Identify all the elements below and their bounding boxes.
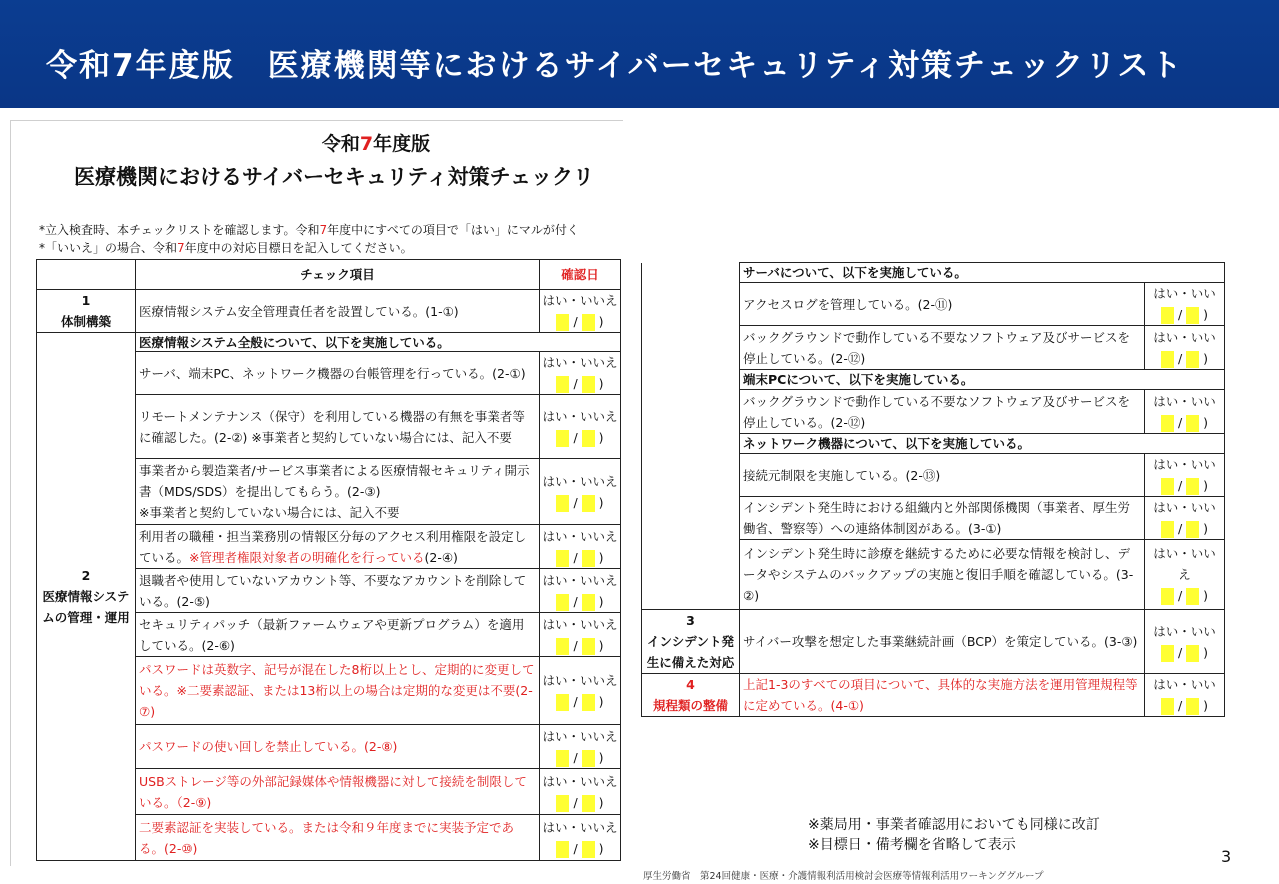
category-1: 1 体制構築 [37, 290, 136, 333]
doc-subtitle: 医療機関におけるサイバーセキュリティ対策チェックリ [74, 165, 594, 189]
target-date-field[interactable] [582, 430, 595, 447]
answer-cell[interactable]: はい・いいえ / ) [540, 815, 621, 861]
answer-cell[interactable]: はい・いい / ) [1145, 283, 1225, 326]
target-date-field[interactable] [582, 795, 595, 812]
table-row [642, 263, 1225, 283]
revision-notes [808, 815, 1100, 855]
target-date-field[interactable] [1161, 645, 1174, 662]
section-heading-network: ネットワーク機器について、以下を実施している。 [740, 434, 1225, 454]
target-date-field[interactable] [556, 638, 569, 655]
target-date-field[interactable] [1161, 588, 1174, 605]
target-date-field[interactable] [556, 795, 569, 812]
target-date-field[interactable] [1186, 478, 1199, 495]
check-item-2-7: パスワードは英数字、記号が混在した8桁以上とし、定期的に変更している。※二要素認証、または13桁以上の場合は定期的な変更は不要(2-⑦) [136, 657, 540, 725]
answer-cell[interactable]: はい・いい / ) [1145, 326, 1225, 370]
check-item-2-12-pc: バックグラウンドで動作している不要なソフトウェア及びサービスを停止している。(2-⑫) [740, 390, 1145, 434]
target-date-field[interactable] [556, 314, 569, 331]
answer-cell[interactable]: はい・いいえ / ) [540, 459, 621, 525]
header-category [37, 260, 136, 290]
check-item-3-2: インシデント発生時に診療を継続するために必要な情報を検討し、データやシステムのバックアップの実施と復旧手順を確認している。(3-②) [740, 540, 1145, 610]
target-date-field[interactable] [1186, 351, 1199, 368]
check-item-2-11: アクセスログを管理している。(2-⑪) [740, 283, 1145, 326]
doc-title: 令和7年度版 [321, 133, 431, 155]
target-date-field[interactable] [582, 694, 595, 711]
category-2: 2 医療情報システムの管理・運用 [37, 333, 136, 861]
check-item-2-3: 事業者から製造業者/サービス事業者による医療情報セキュリティ開示書（MDS/SDS）を提出してもらう。(2-③) ※事業者と契約していない場合には、記入不要 [136, 459, 540, 525]
target-date-field[interactable] [556, 495, 569, 512]
answer-cell[interactable]: はい・いいえ / ) [540, 352, 621, 395]
check-item-2-12-server: バックグラウンドで動作している不要なソフトウェア及びサービスを停止している。(2-⑫) [740, 326, 1145, 370]
target-date-field[interactable] [582, 841, 595, 858]
target-date-field[interactable] [1186, 307, 1199, 324]
answer-cell[interactable]: はい・いいえ / ) [540, 525, 621, 569]
check-item-3-3: サイバー攻撃を想定した事業継続計画（BCP）を策定している。(3-③) [740, 610, 1145, 674]
table-row [642, 610, 1225, 674]
instruction-note-1: *立入検査時、本チェックリストを確認します。令和7年度中にすべての項目で「はい」にマルが付く [39, 223, 579, 237]
checklist-document-left [10, 120, 623, 866]
target-date-field[interactable] [1186, 415, 1199, 432]
category-2-continued [642, 263, 740, 610]
target-date-field[interactable] [1161, 698, 1174, 715]
answer-cell[interactable]: はい・いい え / ) [1145, 540, 1225, 610]
answer-cell[interactable]: はい・いいえ / ) [540, 613, 621, 657]
check-item-2-13: 接続元制限を実施している。(2-⑬) [740, 454, 1145, 497]
target-date-field[interactable] [1161, 478, 1174, 495]
target-date-field[interactable] [1161, 521, 1174, 538]
page-number: 3 [1221, 847, 1232, 866]
target-date-field[interactable] [556, 750, 569, 767]
check-item-2-5: 退職者や使用していないアカウント等、不要なアカウントを削除している。(2-⑤) [136, 569, 540, 613]
answer-cell[interactable]: はい・いい / ) [1145, 674, 1225, 717]
target-date-field[interactable] [1186, 521, 1199, 538]
answer-cell[interactable]: はい・いい / ) [1145, 454, 1225, 497]
answer-cell[interactable]: はい・いい / ) [1145, 390, 1225, 434]
check-item-2-1: サーバ、端末PC、ネットワーク機器の台帳管理を行っている。(2-①) [136, 352, 540, 395]
banner-title: 令和7年度版 医療機関等におけるサイバーセキュリティ対策チェックリスト [46, 48, 1184, 84]
revision-note-1: ※薬局用・事業者確認用においても同様に改訂 [808, 817, 1100, 833]
check-item-2-10: 二要素認証を実装している。または令和９年度までに実装予定である。(2-⑩) [136, 815, 540, 861]
target-date-field[interactable] [582, 376, 595, 393]
target-date-field[interactable] [556, 841, 569, 858]
checklist-table-left [36, 259, 621, 861]
check-item-2-6: セキュリティパッチ（最新ファームウェアや更新プログラム）を適用している。(2-⑥) [136, 613, 540, 657]
answer-cell[interactable]: はい・いいえ / ) [540, 395, 621, 459]
target-date-field[interactable] [1161, 415, 1174, 432]
check-item-1-1: 医療情報システム安全管理責任者を設置している。(1-①) [136, 290, 540, 333]
section-heading-pc: 端末PCについて、以下を実施している。 [740, 370, 1225, 390]
target-date-field[interactable] [556, 430, 569, 447]
check-item-2-9: USBストレージ等の外部記録媒体や情報機器に対して接続を制限している。（2-⑨) [136, 769, 540, 815]
target-date-field[interactable] [1186, 698, 1199, 715]
answer-cell[interactable]: はい・いいえ / ) [540, 657, 621, 725]
target-date-field[interactable] [1161, 351, 1174, 368]
target-date-field[interactable] [556, 694, 569, 711]
revision-note-2: ※目標日・備考欄を省略して表示 [808, 837, 1016, 853]
target-date-field[interactable] [556, 594, 569, 611]
table-row [37, 333, 621, 352]
table-row [642, 674, 1225, 717]
target-date-field[interactable] [582, 594, 595, 611]
table-row [37, 290, 621, 333]
check-item-4-1: 上記1-3のすべての項目について、具体的な実施方法を運用管理規程等に定めている。(4-①) [740, 674, 1145, 717]
header-check-item: チェック項目 [136, 260, 540, 290]
target-date-field[interactable] [1161, 307, 1174, 324]
instruction-note-2: *「いいえ」の場合、令和7年度中の対応目標日を記入してください。 [39, 241, 413, 255]
answer-cell[interactable]: はい・いい / ) [1145, 610, 1225, 674]
section-heading-system: 医療情報システム全般について、以下を実施している。 [136, 333, 621, 352]
check-item-2-4: 利用者の職種・担当業務別の情報区分毎のアクセス利用権限を設定している。※管理者権限対象者の明確化を行っている(2-④) [136, 525, 540, 569]
table-header-row [37, 260, 621, 290]
category-4: 4 規程類の整備 [642, 674, 740, 717]
answer-cell[interactable]: はい・いいえ / ) [540, 569, 621, 613]
source-footer: 厚生労働省 第24回健康・医療・介護情報利活用検討会医療等情報利活用ワーキンググループ [643, 871, 1044, 882]
target-date-field[interactable] [582, 638, 595, 655]
answer-cell[interactable]: はい・いいえ / ) [540, 725, 621, 769]
section-heading-server: サーバについて、以下を実施している。 [740, 263, 1225, 283]
check-item-2-8: パスワードの使い回しを禁止している。(2-⑧) [136, 725, 540, 769]
target-date-field[interactable] [556, 376, 569, 393]
target-date-field[interactable] [1186, 645, 1199, 662]
answer-cell[interactable]: はい・いいえ / ) [540, 290, 621, 333]
category-3: 3 インシデント発生に備えた対応 [642, 610, 740, 674]
answer-cell[interactable]: はい・いい / ) [1145, 497, 1225, 540]
checklist-table-right [641, 262, 1225, 717]
check-item-3-1: インシデント発生時における組織内と外部関係機関（事業者、厚生労働省、警察等）への連絡体制図がある。(3-①) [740, 497, 1145, 540]
target-date-field[interactable] [582, 495, 595, 512]
answer-cell[interactable]: はい・いいえ / ) [540, 769, 621, 815]
target-date-field[interactable] [556, 550, 569, 567]
target-date-field[interactable] [582, 750, 595, 767]
header-confirm-date: 確認日 [540, 260, 621, 290]
target-date-field[interactable] [582, 550, 595, 567]
check-item-2-2: リモートメンテナンス（保守）を利用している機器の有無を事業者等に確認した。(2-②) ※事業者と契約していない場合には、記入不要 [136, 395, 540, 459]
title-banner [0, 0, 1279, 108]
target-date-field[interactable] [1186, 588, 1199, 605]
target-date-field[interactable] [582, 314, 595, 331]
